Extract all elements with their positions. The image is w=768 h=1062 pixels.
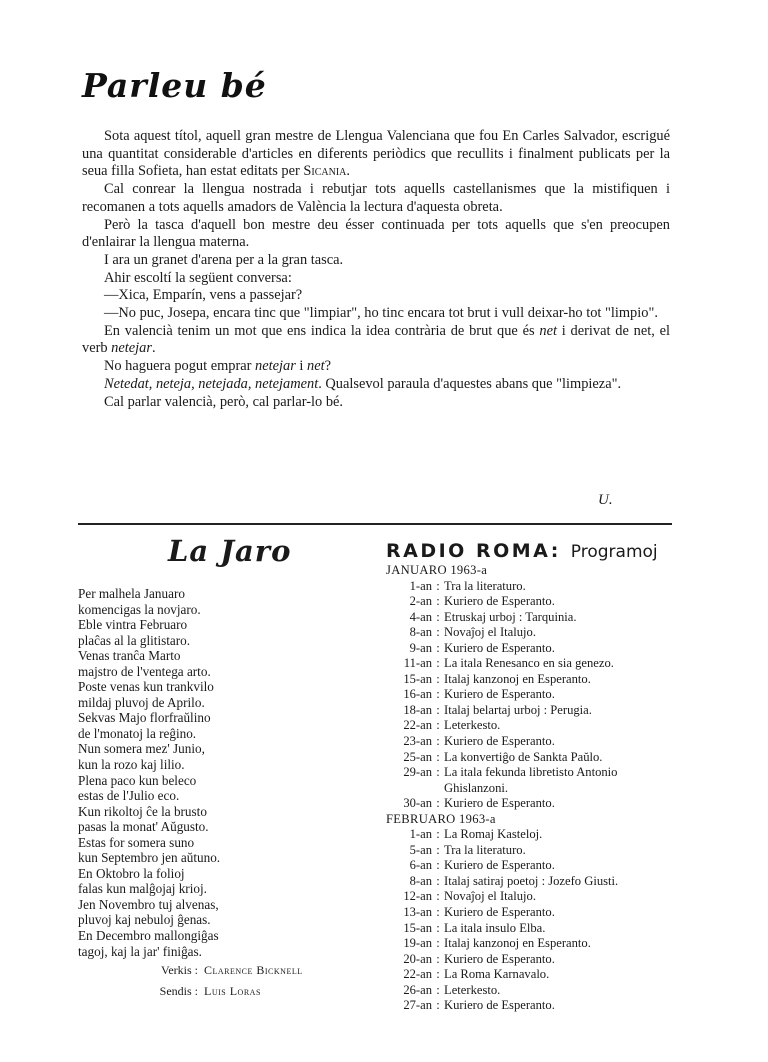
entry-separator: :	[436, 749, 440, 764]
text-run: .	[151, 340, 156, 357]
article-paragraph	[82, 358, 670, 376]
entry-day: 18-an	[403, 702, 432, 717]
schedule-entry	[386, 983, 686, 999]
entry-day: 8-an	[409, 625, 432, 640]
entry-separator: :	[436, 951, 440, 966]
schedule-entry	[386, 750, 686, 766]
entry-program: Kuriero de Esperanto.	[444, 640, 555, 655]
entry-day: 12-an	[403, 889, 432, 904]
schedule-entry	[386, 594, 686, 610]
entry-day: 11-an	[403, 656, 432, 671]
entry-day: 27-an	[403, 998, 432, 1013]
entry-day: 23-an	[403, 734, 432, 749]
entry-separator: :	[436, 625, 440, 640]
credit-label: Verkis :	[161, 963, 198, 977]
poem-line: Nun somera mez' Junio,	[78, 741, 205, 757]
emphasis: Netedat, neteja, netejada, netejament	[104, 375, 319, 392]
entry-day: 15-an	[403, 920, 432, 935]
radio-heading	[386, 540, 658, 562]
entry-day: 25-an	[403, 749, 432, 764]
poem-line: majstro de l'ventega arto.	[78, 663, 211, 679]
entry-program: Italaj belartaj urboj : Perugia.	[444, 702, 592, 717]
text-run: . Qualsevol paraula d'aquestes abans que "limpieza".	[318, 375, 622, 392]
entry-program: Kuriero de Esperanto.	[444, 905, 555, 920]
entry-separator: :	[436, 640, 440, 655]
entry-program: Tra la literaturo.	[444, 842, 526, 857]
poem-line: Eble vintra Februaro	[78, 617, 188, 633]
text-run: ?	[324, 358, 331, 375]
entry-separator: :	[436, 765, 440, 780]
article-signature: U.	[598, 492, 613, 508]
poem-line: Poste venas kun trankvilo	[78, 679, 214, 695]
article-paragraph: I ara un granet d'arena per a la gran tasca.	[104, 251, 344, 268]
credit-line	[146, 981, 303, 1002]
entry-day: 6-an	[409, 858, 432, 873]
poem-line: En Decembro mallongiĝas	[78, 928, 219, 944]
section-divider	[78, 523, 672, 525]
schedule-entry	[386, 889, 686, 905]
entry-program: Kuriero de Esperanto.	[444, 858, 555, 873]
entry-day: 19-an	[403, 936, 432, 951]
entry-day: 1-an	[409, 827, 432, 842]
schedule-entry	[386, 936, 686, 952]
emphasis: netejar	[111, 340, 152, 357]
schedule-entry	[386, 734, 686, 750]
entry-day: 15-an	[403, 671, 432, 686]
entry-day: 16-an	[403, 687, 432, 702]
poem-body	[78, 586, 358, 959]
entry-separator: :	[436, 702, 440, 717]
text-run: No haguera pogut emprar	[104, 358, 256, 375]
poem-line: Sekvas Majo florfraŭlino	[78, 710, 211, 726]
entry-day: 30-an	[403, 796, 432, 811]
schedule-entry	[386, 625, 686, 641]
schedule-entry	[386, 672, 686, 688]
entry-program: Leterkesto.	[444, 718, 501, 733]
entry-separator: :	[436, 842, 440, 857]
poem-line: plaĉas al la glitistaro.	[78, 632, 191, 648]
article-paragraph	[82, 376, 670, 394]
poem-line: Per malhela Januaro	[78, 586, 185, 601]
entry-separator: :	[436, 656, 440, 671]
dialogue-line: —No puc, Josepa, encara tinc que "limpiar", ho tinc encara tot brut i vull deixar-ho tot "limpio".	[104, 305, 658, 322]
sender-name: Luis Loras	[204, 984, 261, 998]
poem-line: kun Septembro jen aŭtuno.	[78, 850, 221, 866]
month-heading: JANUARO 1963-a	[386, 563, 488, 577]
poem-title: La Jaro	[168, 534, 292, 568]
article-paragraph: Però la tasca d'aquell bon mestre deu ésser continuada per tots aquells que s'en preocupen d'enlairar la llengua materna.	[82, 216, 670, 251]
emphasis: net	[539, 322, 557, 339]
radio-title: RADIO ROMA:	[386, 540, 561, 562]
entry-program: Italaj satiraj poetoj : Jozefo Giusti.	[444, 873, 619, 888]
entry-separator: :	[436, 858, 440, 873]
schedule-entry	[386, 718, 686, 734]
schedule-entry	[386, 905, 686, 921]
radio-subtitle: Programoj	[570, 542, 658, 562]
entry-separator: :	[436, 609, 440, 624]
entry-separator: :	[436, 827, 440, 842]
entry-day: 9-an	[409, 640, 432, 655]
schedule-entry	[386, 858, 686, 874]
schedule-entry	[386, 610, 686, 626]
entry-separator: :	[436, 687, 440, 702]
entry-separator: :	[436, 578, 440, 593]
entry-separator: :	[436, 718, 440, 733]
entry-separator: :	[436, 734, 440, 749]
article-paragraph: Cal conrear la llengua nostrada i rebutjar tots aquells castellanismes que la mistifiquen i recomanen a tots aquells amadors de València la lectura d'aquesta obreta.	[82, 181, 670, 215]
entry-day: 2-an	[409, 594, 432, 609]
entry-day: 1-an	[409, 578, 432, 593]
entry-separator: :	[436, 905, 440, 920]
entry-day: 13-an	[403, 905, 432, 920]
poem-line: pluvoj kaj nebuloj ĝenas.	[78, 912, 211, 928]
article-paragraph: Cal parlar valencià, però, cal parlar-lo bé.	[104, 393, 344, 410]
publisher-name: Sicania	[303, 163, 347, 180]
entry-program: La konvertiĝo de Sankta Paŭlo.	[444, 749, 603, 764]
schedule-entry	[386, 952, 686, 968]
poem-line: Kun rikoltoj ĉe la brusto	[78, 803, 207, 819]
poem-line: Venas tranĉa Marto	[78, 648, 181, 664]
poem-line: En Oktobro la folioj	[78, 865, 185, 881]
entry-program: La itala Renesanco en sia genezo.	[444, 656, 614, 671]
entry-separator: :	[436, 889, 440, 904]
article-body	[82, 128, 670, 411]
credit-line	[146, 960, 303, 981]
poem-line: kun la rozo kaj lilio.	[78, 757, 185, 773]
emphasis: netejar	[255, 358, 296, 375]
schedule-entry	[386, 656, 686, 672]
poem-line: komencigas la novjaro.	[78, 601, 201, 617]
article-paragraph	[82, 323, 670, 358]
entry-day: 4-an	[409, 609, 432, 624]
article-title: Parleu bé	[82, 66, 267, 105]
credit-label: Sendis :	[159, 984, 198, 998]
entry-separator: :	[436, 920, 440, 935]
entry-program: Etruskaj urboj : Tarquinia.	[444, 609, 577, 624]
entry-program: Italaj kanzonoj en Esperanto.	[444, 671, 591, 686]
poem-line: Plena paco kun beleco	[78, 772, 197, 788]
dialogue-line: —Xica, Emparín, vens a passejar?	[104, 287, 303, 304]
entry-program: Tra la literaturo.	[444, 578, 526, 593]
radio-schedule	[386, 563, 686, 1014]
article-paragraph	[82, 128, 670, 181]
entry-separator: :	[436, 671, 440, 686]
author-name: Clarence Bicknell	[204, 963, 303, 977]
schedule-entry	[386, 827, 686, 843]
schedule-entry	[386, 687, 686, 703]
entry-day: 29-an	[403, 765, 432, 780]
schedule-entry	[386, 796, 686, 812]
poem-line: estas de l'Julio eco.	[78, 788, 180, 804]
entry-program: Kuriero de Esperanto.	[444, 687, 555, 702]
text-run: i	[295, 358, 308, 375]
entry-program: Kuriero de Esperanto.	[444, 796, 555, 811]
entry-day: 8-an	[409, 873, 432, 888]
entry-day: 5-an	[409, 842, 432, 857]
month-heading: FEBRUARO 1963-a	[386, 811, 496, 826]
schedule-entry	[386, 967, 686, 983]
poem-line: falas kun malĝojaj krioj.	[78, 881, 207, 897]
entry-program: La Roma Karnavalo.	[444, 967, 550, 982]
text-run: i derivat de net, el verb	[82, 322, 670, 357]
emphasis: net	[307, 358, 325, 375]
poem-line: de l'monatoj la reĝino.	[78, 725, 197, 741]
entry-separator: :	[436, 594, 440, 609]
text-run: Sota aquest títol, aquell gran mestre de Llengua Valenciana que fou En Carles Salvador, escrigué una quantitat considerable d'articles en diferents periòdics que recullits i finalment publicats per la seua filla Sofieta, han estat editats per	[82, 128, 670, 180]
article-paragraph: Ahir escoltí la següent conversa:	[104, 269, 292, 286]
poem-credits	[146, 960, 303, 1002]
entry-separator: :	[436, 982, 440, 997]
entry-separator: :	[436, 998, 440, 1013]
schedule-entry	[386, 921, 686, 937]
entry-separator: :	[436, 873, 440, 888]
entry-program: La itala insulo Elba.	[444, 920, 546, 935]
entry-program: Kuriero de Esperanto.	[444, 734, 555, 749]
schedule-entry	[386, 703, 686, 719]
poem-line: mildaj pluvoj de Aprilo.	[78, 694, 205, 710]
schedule-entry	[386, 998, 686, 1014]
entry-separator: :	[436, 936, 440, 951]
text-run: En valencià tenim un mot que ens indica la idea contrària de brut que és	[104, 322, 540, 339]
entry-separator: :	[436, 796, 440, 811]
poem-line: Estas for somera suno	[78, 834, 195, 850]
entry-day: 26-an	[403, 982, 432, 997]
entry-program: Leterkesto.	[444, 982, 501, 997]
entry-separator: :	[436, 967, 440, 982]
poem-line: pasas la monat' Aŭgusto.	[78, 819, 209, 835]
entry-program: Novaĵoj el Italujo.	[444, 625, 536, 640]
schedule-entry	[386, 579, 686, 595]
schedule-entry	[386, 765, 686, 796]
entry-program: Kuriero de Esperanto.	[444, 594, 555, 609]
entry-day: 22-an	[403, 967, 432, 982]
entry-program: Kuriero de Esperanto.	[444, 951, 555, 966]
entry-program: La itala fekunda libretisto Antonio Ghislanzoni.	[444, 765, 618, 795]
poem-line: Jen Novembro tuj alvenas,	[78, 896, 219, 912]
entry-program: Kuriero de Esperanto.	[444, 998, 555, 1013]
entry-day: 22-an	[403, 718, 432, 733]
entry-program: Italaj kanzonoj en Esperanto.	[444, 936, 591, 951]
schedule-entry	[386, 843, 686, 859]
text-run: .	[346, 163, 350, 180]
schedule-entry	[386, 641, 686, 657]
entry-day: 20-an	[403, 951, 432, 966]
entry-program: La Romaj Kasteloj.	[444, 827, 543, 842]
schedule-entry	[386, 874, 686, 890]
entry-program: Novaĵoj el Italujo.	[444, 889, 536, 904]
poem-line: tagoj, kaj la jar' finiĝas.	[78, 943, 202, 959]
